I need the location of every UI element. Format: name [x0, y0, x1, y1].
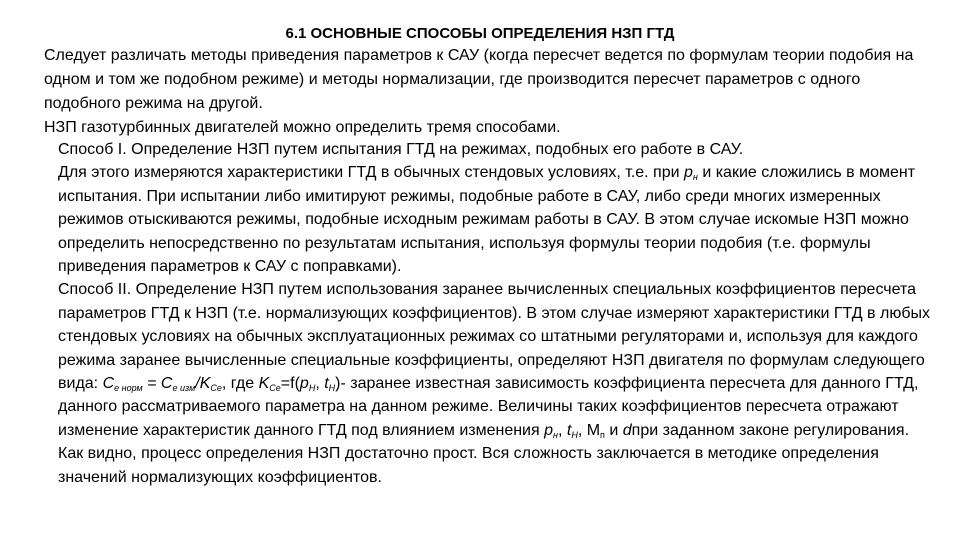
method2-paragraph: Способ II. Определение НЗП путем использования заранее вычисленных специальных коэффициентов пересчета параметров ГТД к НЗП (т.е. нормализующих коэффициентов). В этом случае измеряют характеристики ГТД в любых стендовых условиях на обычных эксплуатационных режимах со штатными регуляторами и, используя для каждого режима заранее вычисленные специальные коэффициенты, определяют НЗП двигателя по формулам следующего вида: $C_{e норм} = C_{e изм}/K_{Ce}$, где $K_{Ce}=f(p_H$, $t_H)-$ заранее известная зависимость коэффициента пересчета для данного ГТД, данного рассматриваемого параметра на данном режиме. Величины таких коэффициентов пересчета отражают изменение характеристик данного ГТД под влиянием изменения $p_н$, $t_H$, $М_п$ и dпри заданном законе регулирования. Как видно, процесс определения НЗП достаточно прост. Вся сложность заключается в методике определения значений нормализующих коэффициентов. [58, 281, 930, 486]
methods-block [38, 138, 933, 489]
method2-text-c: )- заранее известная зависимость коэффициента пересчета для данного ГТД, данного рассматриваемого параметра на данном режиме. Величины таких коэффициентов пересчета отражают изменение характеристик данного ГТД под влиянием изменения [58, 375, 919, 439]
symbol-p-n: $p_н$ [684, 164, 698, 183]
method2-text-gde: , где [221, 375, 255, 393]
method1-paragraph [38, 161, 933, 278]
page-title: 6.1 ОСНОВНЫЕ СПОСОБЫ ОПРЕДЕЛЕНИЯ НЗП ГТД [285, 25, 675, 42]
intro-block [24, 44, 929, 140]
method1-text-a: Для этого измеряются характеристики ГТД в обычных стендовых условиях, т.е. при [58, 164, 680, 182]
intro-paragraph-2: НЗП газотурбинных двигателей можно определить тремя способами. [44, 119, 561, 136]
symbol-m-p: $М_п$ [586, 421, 605, 440]
symbol-p-n-2: $p_н$ [544, 421, 558, 440]
formula-f: $=f(p_H$, $t_H$ [280, 375, 336, 394]
symbol-k-ce: $K_{Ce}$ [258, 375, 281, 394]
method2-text-a: Способ II. Определение НЗП путем использования заранее вычисленных специальных коэффициентов пересчета параметров ГТД к НЗП (т.е. нормализующих коэффициентов). В этом случае измеряют характеристики ГТД в любых стендовых условиях на обычных эксплуатационных режимах со штатными регуляторами и, используя для каждого режима заранее вычисленные специальные коэффициенты, определяют НЗП двигателя по формулам следующего вида: [58, 281, 930, 393]
method1-text-b: и какие сложились в момент испытания. При испытании либо имитируют режимы, подобные работе в САУ, либо среди многих измеренных режимов отыскиваются режимы, подобные исходным режимам работы в САУ. В этом случае искомые НЗП можно определить непосредственно по результатам испытания, используя формулы теории подобия (т.е. формулы приведения параметров к САУ с поправками). [58, 164, 916, 276]
symbol-d: d [622, 421, 632, 439]
method1-heading: Способ I. Определение НЗП путем испытания ГТД на режимах, подобных его работе в САУ. [58, 141, 744, 158]
symbol-t-h: $t_H$ [566, 421, 578, 440]
method2-text-d: при заданном законе регулирования. Как видно, процесс определения НЗП достаточно прост. Вся сложность заключается в методике определения значений нормализующих коэффициентов. [58, 421, 910, 486]
intro-paragraph-1: Следует различать методы приведения параметров к САУ (когда пересчет ведется по формулам теории подобия на одном и том же подобном режиме) и методы нормализации, где производится пересчет параметров с одного подобного режима на другой. [44, 47, 914, 112]
formula-normalization: $C_{e норм} = C_{e изм}/K_{Ce}$ [102, 375, 222, 394]
